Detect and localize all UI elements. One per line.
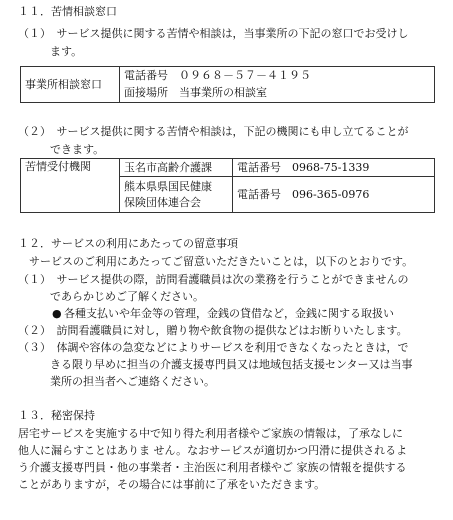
section-12-intro: サービスのご利用にあたってご留意いただきたいことは，以下のとおりです。 xyxy=(18,255,414,268)
section-12-item-1-line-1: （１） サービス提供の際，訪問看護職員は次の業務を行うことができませんの xyxy=(18,273,409,286)
section-13-heading: １３．秘密保持 xyxy=(18,409,95,422)
section-13-line-2: 他人に漏らすことはありま せん。なおサービスが適切かつ円滑に提供されるよ xyxy=(18,444,408,457)
section-12-item-3-line-3: 業所の担当者へご連絡ください。 xyxy=(50,375,215,388)
section-12-item-1-line-2: であらかじめご了解ください。 xyxy=(50,290,204,303)
agency-name-kumamoto-line-1: 熊本県県国民健康 xyxy=(124,179,212,193)
bullet-dot-icon: ● xyxy=(52,307,62,320)
section-11-item-2-line-2: できます。 xyxy=(50,143,105,156)
section-13-line-1: 居宅サービスを実施する中で知り得た利用者様やご家族の情報は，了承なしに xyxy=(18,427,403,440)
office-contact-phone: 電話番号 ０９６８－５７－４１９５ xyxy=(120,67,435,85)
agency-name-kumamoto xyxy=(120,177,233,213)
section-11-item-2-line-1: （２） サービス提供に関する苦情や相談は，下記の機関にも申し立てることが xyxy=(18,125,409,138)
office-contact-label: 事業所相談窓口 xyxy=(21,67,120,103)
section-11-heading: １１．苦情相談窓口 xyxy=(18,5,117,18)
section-12-heading: １２．サービスの利用にあたっての留意事項 xyxy=(18,237,238,250)
section-11-item-1-line-2: ます。 xyxy=(50,45,83,58)
office-contact-place: 面接場所 当事業所の相談室 xyxy=(120,85,435,103)
section-12-item-2: （２） 訪問看護職員に対し，贈り物や飲食物の提供などはお断りいたします。 xyxy=(18,324,408,337)
agency-phone-kumamoto: 電話番号 096-365-0976 xyxy=(233,177,435,213)
section-13-line-3: う介護支援専門員・他の事業者・主治医に利用者様やご 家族の情報を提供する xyxy=(18,461,407,474)
agency-name-tamana: 玉名市高齢介護課 xyxy=(120,159,233,177)
agency-name-kumamoto-line-2: 保険団体連合会 xyxy=(124,195,201,209)
section-13-line-4: ことがありますが，その場合には事前に了承をいただきます。 xyxy=(18,478,326,491)
complaint-agency-table xyxy=(20,158,435,213)
section-11-item-1-line-1: （１） サービス提供に関する苦情や相談は，当事業所の下記の窓口でお受けし xyxy=(18,27,409,40)
section-12-item-3-line-1: （３） 体調や容体の急変などによりサービスを利用できなくなったときは，で xyxy=(18,341,409,354)
office-contact-table xyxy=(20,66,435,103)
complaint-agency-label: 苦情受付機関 xyxy=(21,159,120,213)
section-12-item-3-line-2: きる限り早めに担当の介護支援専門員又は地域包括支援センター又は当事 xyxy=(50,358,413,371)
section-12-item-1-bullet: 各種支払いや年金等の管理，金銭の貸借など，金銭に関する取扱い xyxy=(64,307,394,320)
agency-phone-tamana: 電話番号 0968-75-1339 xyxy=(233,159,435,177)
